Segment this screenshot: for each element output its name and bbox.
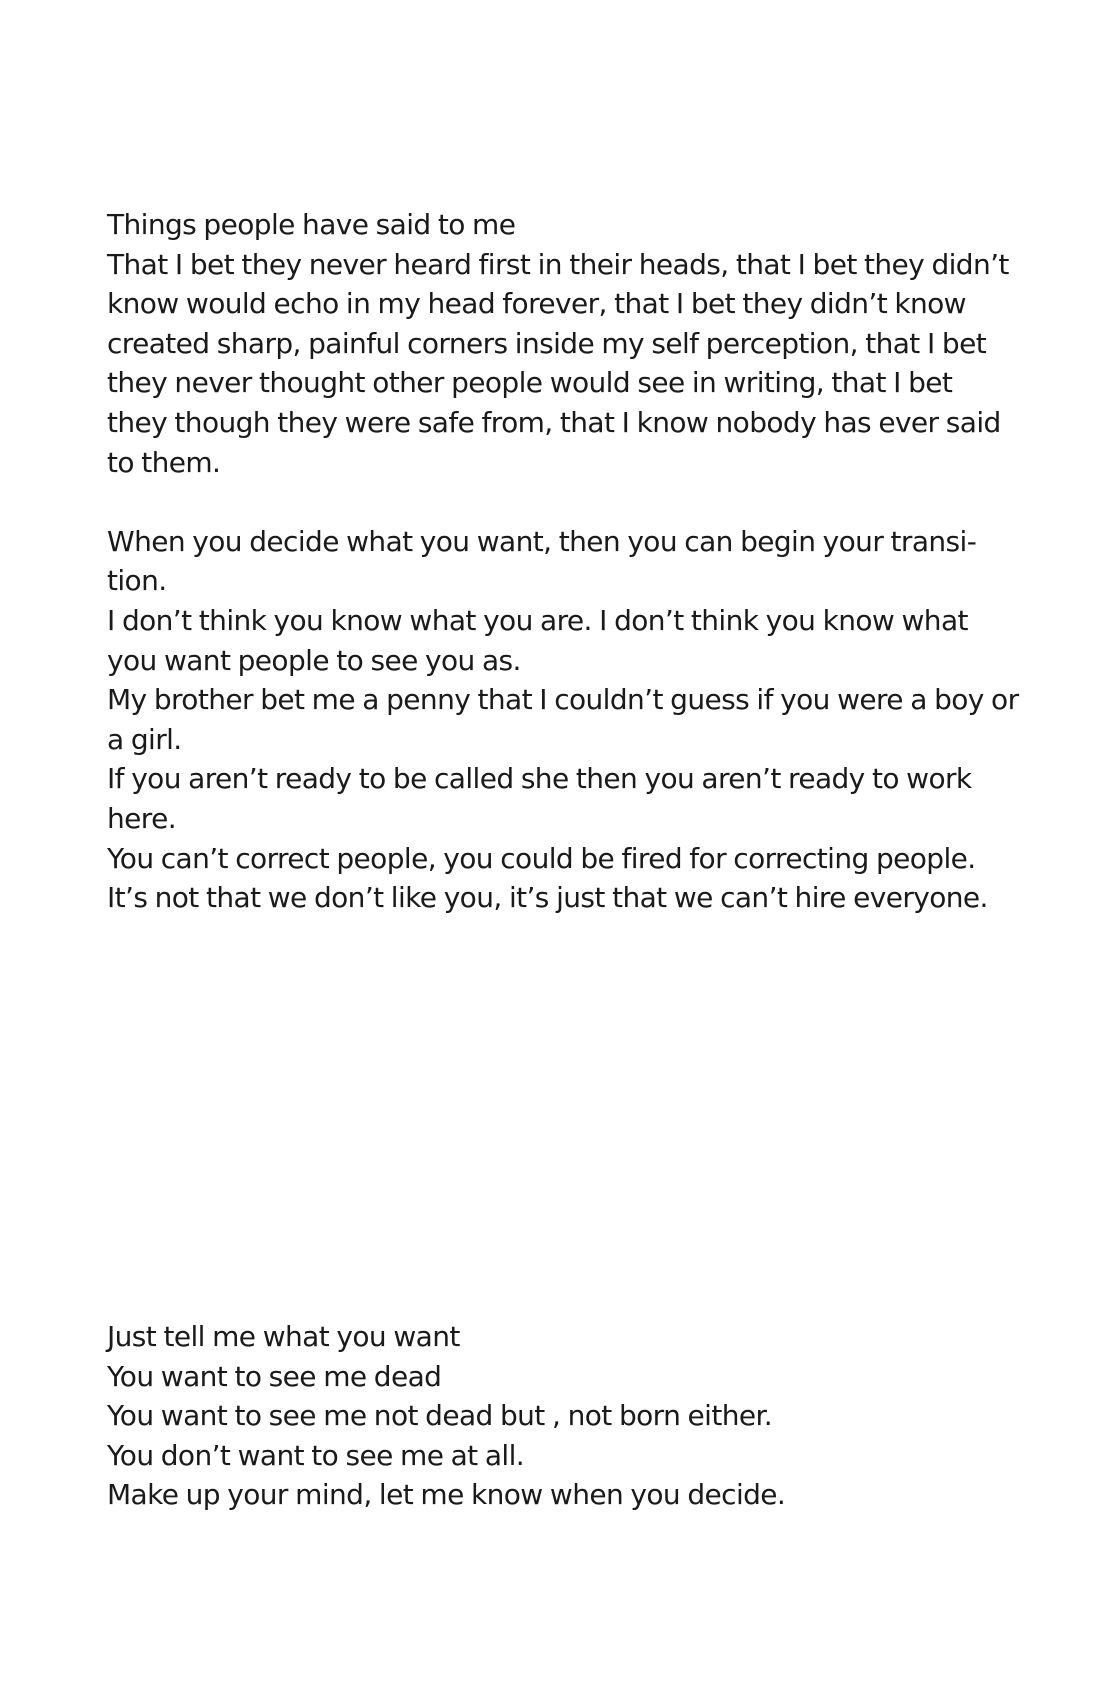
quote-line: here. <box>107 801 176 835</box>
poem-line: Make up your mind, let me know when you decide. <box>107 1478 786 1512</box>
text-line: they though they were safe from, that I know nobody has ever said <box>107 405 1001 439</box>
quote-line: tion. <box>107 564 167 598</box>
poem-line: You don’t want to see me at all. <box>107 1438 525 1472</box>
quote-line: you want people to see you as. <box>107 643 521 677</box>
text-line: know would echo in my head forever, that I bet they didn’t know <box>107 287 966 321</box>
text-line: That I bet they never heard first in their heads, that I bet they didn’t <box>107 247 1009 281</box>
quote-line: It’s not that we don’t like you, it’s just that we can’t hire everyone. <box>107 881 988 915</box>
intro-paragraph <box>107 205 1067 482</box>
text-line: to them. <box>107 445 221 479</box>
quote-line: My brother bet me a penny that I couldn’t guess if you were a boy or <box>107 683 1019 717</box>
poem-line: You want to see me dead <box>107 1359 442 1393</box>
text-line: created sharp, painful corners inside my self perception, that I bet <box>107 326 987 360</box>
quote-line: If you aren’t ready to be called she then you aren’t ready to work <box>107 762 972 796</box>
poem-line: You want to see me not dead but , not born either. <box>107 1399 773 1433</box>
quotes-paragraph <box>107 522 1067 918</box>
quote-line: a girl. <box>107 722 182 756</box>
upper-text-block <box>107 205 1067 918</box>
quote-line: You can’t correct people, you could be fired for correcting people. <box>107 841 976 875</box>
intro-heading-line: Things people have said to me <box>107 208 516 241</box>
quote-line: I don’t think you know what you are. I don’t think you know what <box>107 603 968 637</box>
lower-text-block <box>107 1317 1067 1515</box>
quote-line: When you decide what you want, then you can begin your transi- <box>107 524 977 558</box>
paragraph-gap <box>107 482 1067 522</box>
text-line: they never thought other people would see in writing, that I bet <box>107 366 953 400</box>
poem-line: Just tell me what you want <box>107 1320 460 1353</box>
